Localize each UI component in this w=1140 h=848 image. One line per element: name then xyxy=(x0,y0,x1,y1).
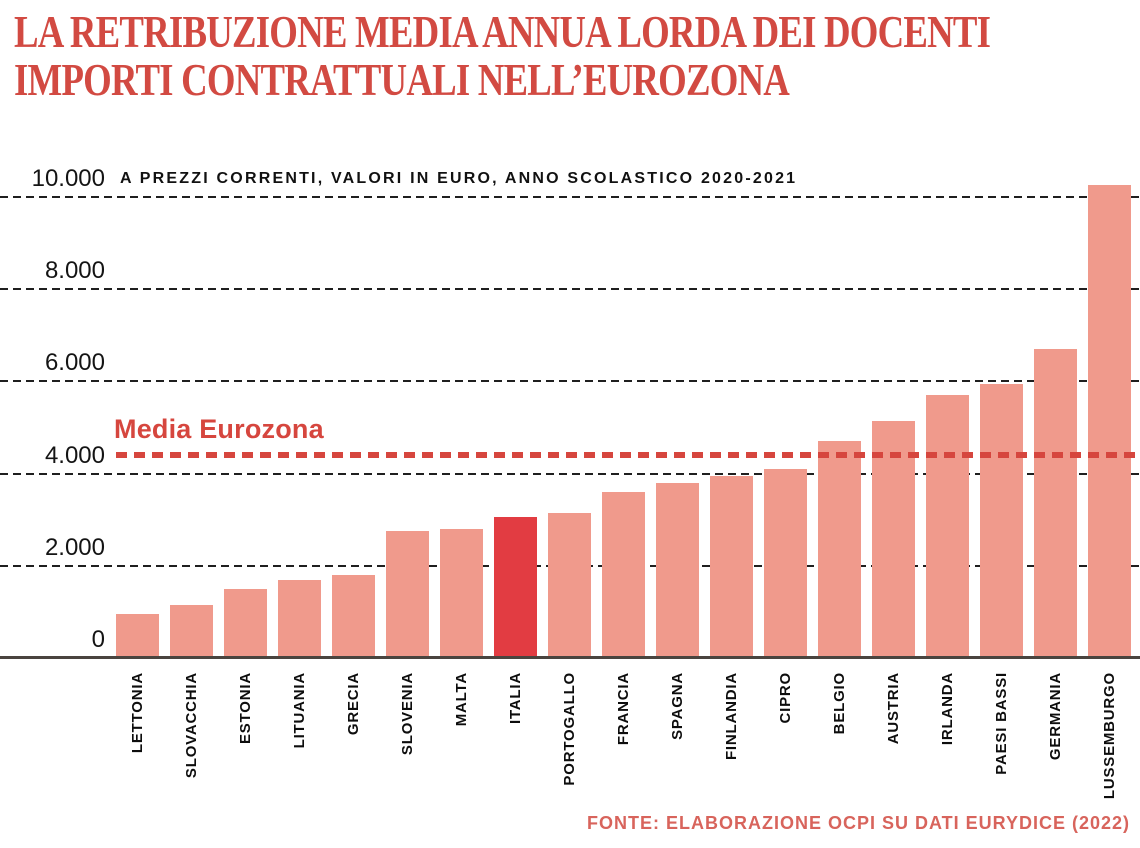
bar-estonia xyxy=(224,589,267,658)
chart-title xyxy=(14,8,1140,104)
x-axis-label-irlanda: IRLANDA xyxy=(938,672,956,746)
bar-spagna xyxy=(656,483,699,658)
bar-belgio xyxy=(818,441,861,658)
chart-title-line2: IMPORTI CONTRATTUALI NELL’EUROZONA xyxy=(14,54,790,105)
x-axis-label-cipro: CIPRO xyxy=(776,672,794,724)
bar-finlandia xyxy=(710,476,753,658)
bar-slovenia xyxy=(386,531,429,658)
y-tick-label-2.000: 2.000 xyxy=(44,533,105,561)
x-axis-label-spagna: SPAGNA xyxy=(668,672,686,740)
bar-lettonia xyxy=(116,614,159,658)
y-tick-label-8.000: 8.000 xyxy=(44,257,105,285)
bar-italia xyxy=(494,517,537,658)
gridline-6.000 xyxy=(0,380,1140,382)
x-axis-label-germania: GERMANIA xyxy=(1046,672,1064,761)
bar-irlanda xyxy=(926,395,969,658)
x-axis-label-estonia: ESTONIA xyxy=(236,672,254,745)
y-tick-label-10.000: 10.000 xyxy=(31,165,105,192)
x-axis-label-malta: MALTA xyxy=(452,672,470,727)
bar-francia xyxy=(602,492,645,658)
source-note: FONTE: ELABORAZIONE OCPI SU DATI EURYDICE (2022) xyxy=(586,813,1130,833)
x-axis-label-austria: AUSTRIA xyxy=(884,672,902,745)
x-axis-label-italia: ITALIA xyxy=(506,672,524,725)
bar-lituania xyxy=(278,580,321,658)
y-tick-label-4.000: 4.000 xyxy=(44,441,105,469)
media-eurozona-label: Media Eurozona xyxy=(114,414,324,444)
x-axis-label-lituania: LITUANIA xyxy=(290,672,308,749)
x-axis-label-finlandia: FINLANDIA xyxy=(722,672,740,761)
x-axis-label-slovenia: SLOVENIA xyxy=(398,672,416,756)
chart-title-line1: LA RETRIBUZIONE MEDIA ANNUA LORDA DEI DOCENTI xyxy=(14,6,991,57)
gridline-8.000 xyxy=(0,288,1140,290)
y-tick-label-0: 0 xyxy=(91,626,105,653)
x-axis-label-slovacchia: SLOVACCHIA xyxy=(182,672,200,779)
bar-slovacchia xyxy=(170,605,213,658)
x-axis-label-lussemburgo: LUSSEMBURGO xyxy=(1100,672,1118,800)
x-axis-label-paesi-bassi: PAESI BASSI xyxy=(992,672,1010,775)
x-axis-label-lettonia: LETTONIA xyxy=(128,672,146,754)
y-tick-label-6.000: 6.000 xyxy=(44,349,105,377)
x-axis-label-belgio: BELGIO xyxy=(830,672,848,735)
bar-portogallo xyxy=(548,513,591,658)
bar-malta xyxy=(440,529,483,658)
bar-lussemburgo xyxy=(1088,185,1131,658)
x-axis-label-francia: FRANCIA xyxy=(614,672,632,746)
media-eurozona-dashed-line xyxy=(116,452,1140,458)
gridline-10.000 xyxy=(0,196,1140,198)
x-axis-line xyxy=(0,656,1140,659)
gridline-4.000 xyxy=(0,473,1140,475)
x-axis-label-grecia: GRECIA xyxy=(344,672,362,736)
bar-cipro xyxy=(764,469,807,658)
x-axis-label-portogallo: PORTOGALLO xyxy=(560,672,578,786)
chart-subtitle: A PREZZI CORRENTI, VALORI IN EURO, ANNO SCOLASTICO 2020-2021 xyxy=(120,170,798,187)
bar-grecia xyxy=(332,575,375,658)
bar-paesi-bassi xyxy=(980,384,1023,658)
bar-germania xyxy=(1034,349,1077,658)
